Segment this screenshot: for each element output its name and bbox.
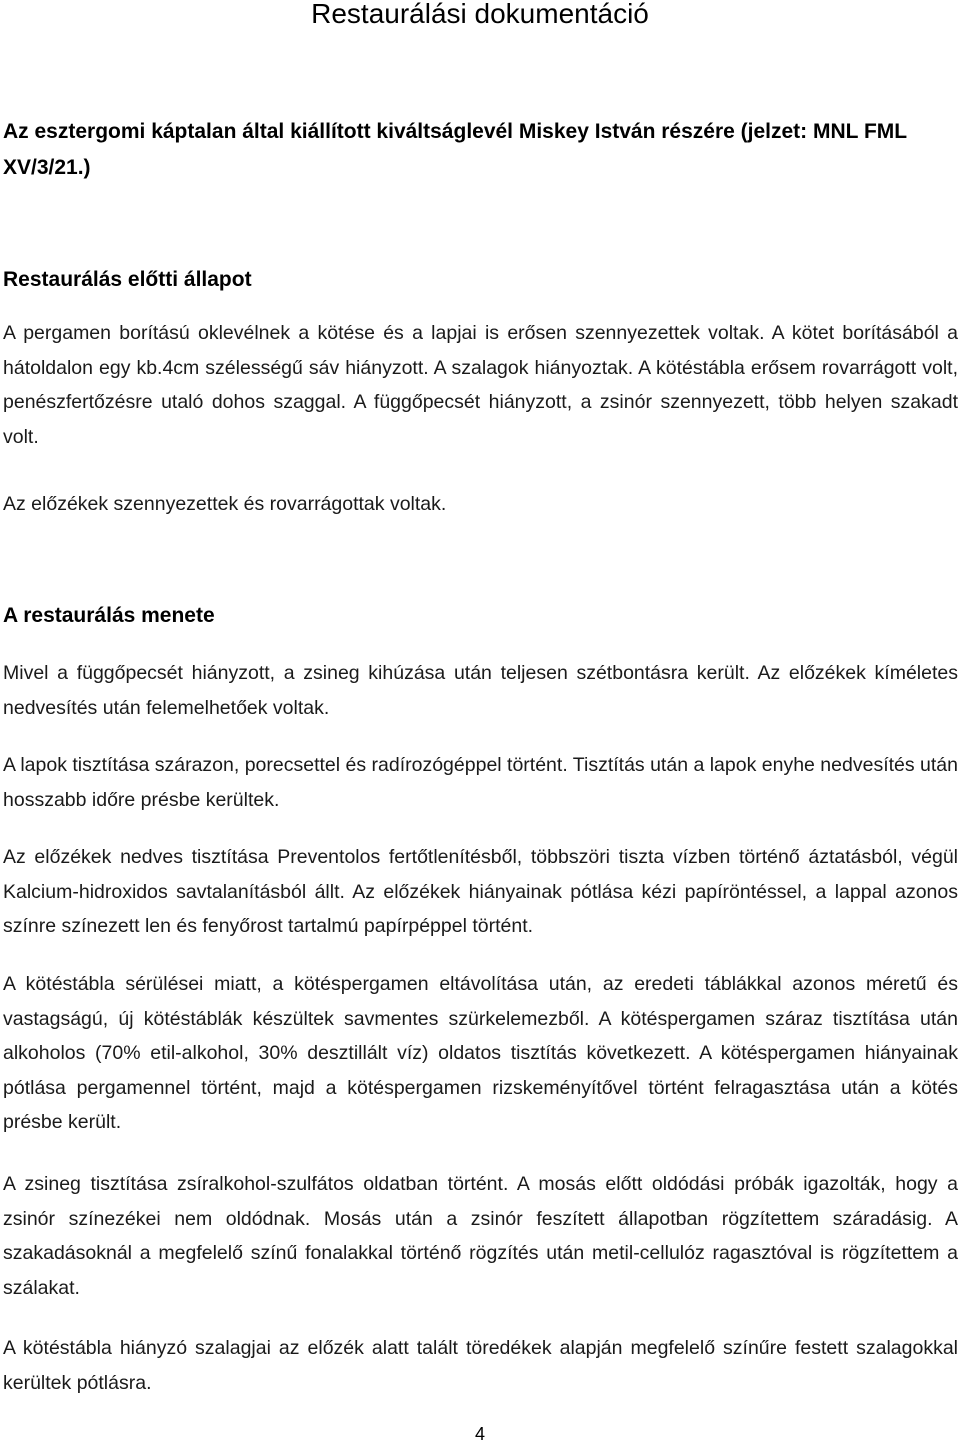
- paragraph: A zsineg tisztítása zsíralkohol-szulfátos oldatban történt. A mosás előtt oldódási próbák igazolták, hogy a zsinór színezékei nem oldódnak. Mosás után a zsinór feszített állapotban rögzítettem száradásig. A szakadásoknál a megfelelő színű fonalakkal történő rögzítés után metil-cellulóz ragasztóval is rögzítettem a szálakat.: [3, 1173, 958, 1299]
- paragraph: Az előzékek szennyezettek és rovarrágottak voltak.: [3, 493, 447, 515]
- paragraph: A kötéstábla hiányzó szalagjai az előzék alatt talált töredékek alapján megfelelő színűre festett szalagokkal kerültek pótlásra.: [3, 1337, 958, 1394]
- paragraph: Az előzékek nedves tisztítása Preventolos fertőtlenítésből, többszöri tiszta vízben történő áztatásból, végül Kalcium-hidroxidos savtalanításból állt. Az előzékek hiányainak pótlása kézi papíröntéssel, a lappal azonos színre színezett len és fenyőrost tartalmú papírpéppel történt.: [3, 846, 958, 937]
- paragraph: A pergamen borítású oklevélnek a kötése és a lapjai is erősen szennyezettek voltak. A kötet borításából a hátoldalon egy kb.4cm szélességű sáv hiányzott. A szalagok hiányoztak. A kötéstábla erősem rovarrágott volt, penészfertőzésre utaló dohos szaggal. A függőpecsét hiányzott, a zsinór szennyezett, több helyen szakadt volt.: [3, 322, 958, 448]
- section-heading-before-state: Restaurálás előtti állapot: [3, 268, 252, 291]
- document-title: Restaurálási dokumentáció: [311, 0, 649, 29]
- section-heading-restoration-process: A restaurálás menete: [3, 604, 215, 627]
- document-subject: Az esztergomi káptalan által kiállított kiváltságlevél Miskey István részére (jelzet: MNL FML XV/3/21.): [3, 120, 907, 179]
- paragraph: A kötéstábla sérülései miatt, a kötéspergamen eltávolítása után, az eredeti táblákkal azonos méretű és vastagságú, új kötéstáblák készültek savmentes szürkelemezből. A kötéspergamen száraz tisztítása után alkoholos (70% etil-alkohol, 30% desztillált víz) oldatos tisztítás következett. A kötéspergamen hiányainak pótlása pergamennel történt, majd a kötéspergamen rizskeményítővel történt felragasztása után a kötés présbe került.: [3, 973, 958, 1133]
- paragraph: Mivel a függőpecsét hiányzott, a zsineg kihúzása után teljesen szétbontásra került. Az előzékek kíméletes nedvesítés után felemelhetőek voltak.: [3, 662, 958, 719]
- paragraph: A lapok tisztítása szárazon, porecsettel és radírozógéppel történt. Tisztítás után a lapok enyhe nedvesítés után hosszabb időre présbe kerültek.: [3, 754, 958, 811]
- page-number: 4: [474, 1424, 485, 1444]
